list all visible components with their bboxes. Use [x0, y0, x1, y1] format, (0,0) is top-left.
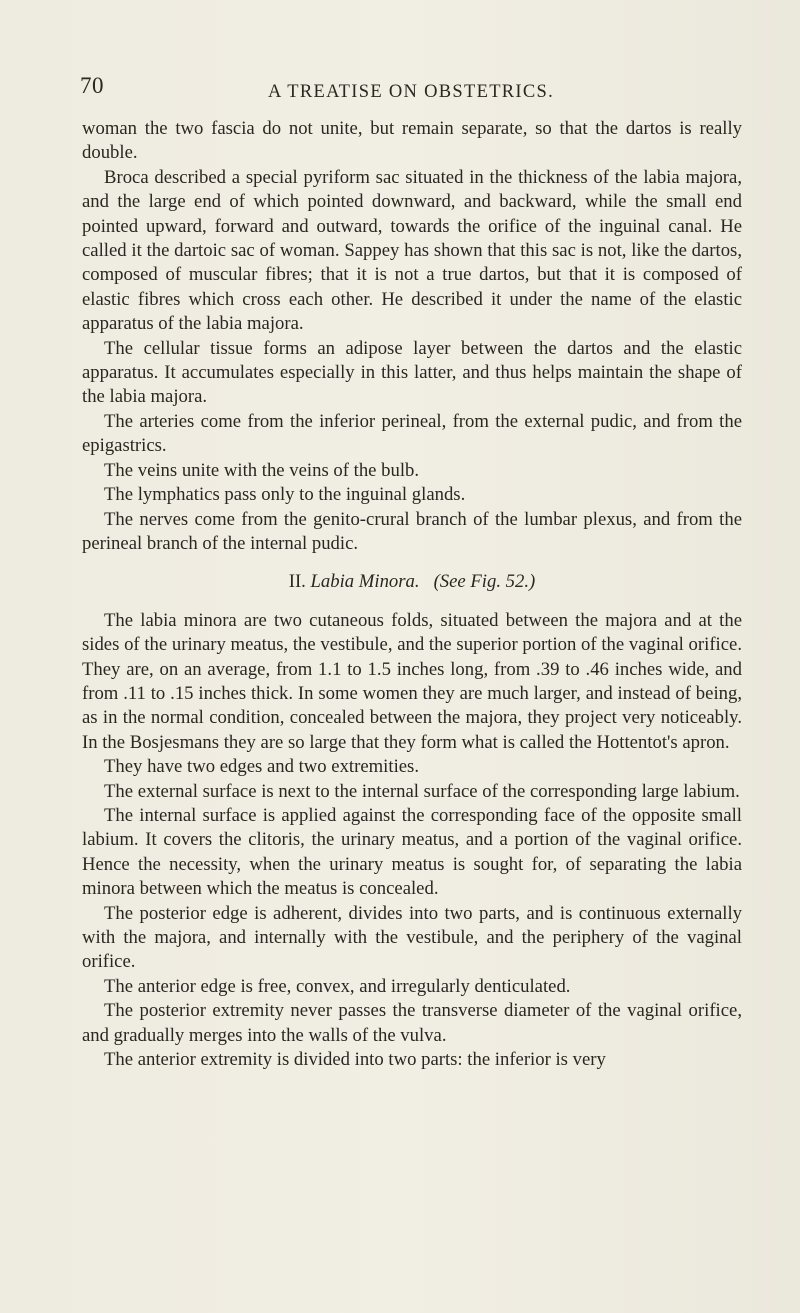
paragraph: The external surface is next to the internal surface of the corresponding large labium.: [104, 780, 740, 802]
running-title: A TREATISE ON OBSTETRICS.: [268, 82, 555, 102]
paragraph: The anterior extremity is divided into two parts: the inferior is very: [104, 1049, 606, 1071]
page-number: 70: [80, 73, 104, 98]
paragraph: The labia minora are two cutaneous folds, situated between the majora and at the sides of the urinary meatus, the vestibule, and the superior portion of the vaginal orifice. They are, on an average, from 1.1 to 1.5 inches long, from .39 to .46 inches wide, and from .11 to .15 inches thick. In some women they are much larger, and instead of being, as in the normal condition, concealed between the majora, they project very noticeably. In the Bosjesmans they are so large that they form what is called the Hottentot's apron.: [82, 609, 742, 753]
paragraph: The posterior edge is adherent, divides into two parts, and is continuous externally with the majora, and internally with the vestibule, and the periphery of the vaginal orifice.: [82, 902, 742, 973]
section-heading: [82, 570, 742, 594]
section-numeral: II.: [288, 571, 306, 593]
paragraph: The nerves come from the genito-crural branch of the lumbar plexus, and from the perineal branch of the internal pudic.: [82, 508, 742, 554]
paragraph: They have two edges and two extremities.: [104, 756, 419, 778]
paragraph: The internal surface is applied against the corresponding face of the opposite small labium. It covers the clitoris, the urinary meatus, and a portion of the vaginal orifice. Hence the necessity, when the urinary meatus is sought for, of separating the labia minora between which the meatus is concealed.: [82, 804, 742, 900]
paragraph: The veins unite with the veins of the bulb.: [104, 459, 420, 481]
paragraph: The posterior extremity never passes the transverse diameter of the vaginal orifice, and gradually merges into the walls of the vulva.: [82, 1000, 742, 1046]
paragraph: The lymphatics pass only to the inguinal glands.: [104, 484, 466, 506]
body-text: [82, 117, 742, 1072]
paragraph: Broca described a special pyriform sac situated in the thickness of the labia majora, and the large end of which pointed downward, and backward, while the small end pointed upward, forward and outward, towards the orifice of the inguinal canal. He called it the dartoic sac of woman. Sappey has shown that this sac is not, like the dartos, composed of muscular fibres; that it is not a true dartos, but that it is composed of elastic fibres which cross each other. He described it under the name of the elastic apparatus of the labia majora.: [82, 166, 742, 335]
paragraph: The arteries come from the inferior perineal, from the external pudic, and from the epigastrics.: [82, 410, 742, 457]
paragraph: The cellular tissue forms an adipose layer between the dartos and the elastic apparatus. It accumulates especially in this latter, and thus helps maintain the shape of the labia majora.: [82, 337, 742, 408]
paragraph: woman the two fascia do not unite, but remain separate, so that the dartos is really double.: [82, 118, 742, 164]
figure-reference: (See Fig. 52.): [433, 571, 536, 593]
paragraph: The anterior edge is free, convex, and irregularly denticulated.: [104, 975, 571, 997]
section-title: Labia Minora.: [310, 571, 420, 593]
